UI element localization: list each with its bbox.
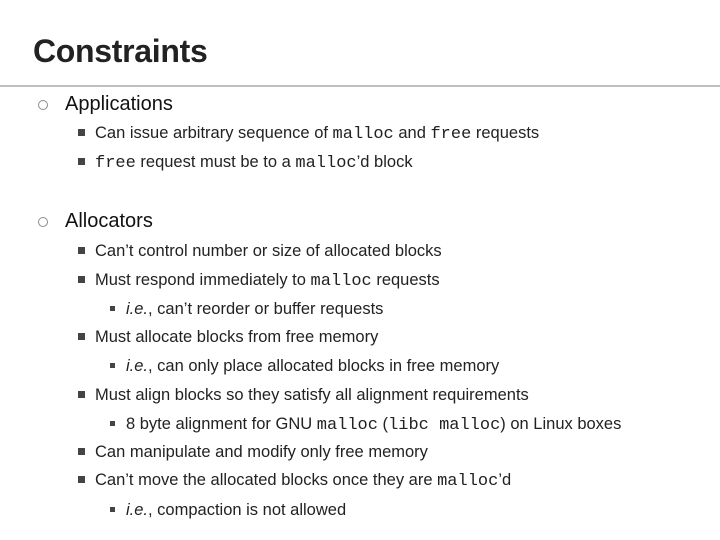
bullet-text: 8 byte alignment for GNU bbox=[126, 415, 317, 433]
square-bullet-icon bbox=[78, 247, 85, 254]
section-heading-label: Allocators bbox=[65, 210, 153, 232]
square-bullet-icon bbox=[110, 306, 115, 311]
section-heading-label: Applications bbox=[65, 93, 173, 115]
bullet-text: Can’t move the allocated blocks once they are bbox=[95, 471, 438, 489]
bullet-text: Must respond immediately to bbox=[95, 271, 311, 289]
square-bullet-icon bbox=[78, 158, 85, 165]
italic-text: i.e. bbox=[126, 357, 149, 375]
bullet-text: Must allocate blocks from free memory bbox=[95, 328, 379, 346]
bullet-text: ( bbox=[377, 415, 389, 433]
code-keyword: malloc bbox=[332, 125, 394, 144]
square-bullet-icon bbox=[78, 129, 85, 136]
code-keyword: libc malloc bbox=[388, 416, 501, 435]
bullet-text: requests bbox=[371, 271, 440, 289]
square-bullet-icon bbox=[78, 276, 85, 283]
title-divider bbox=[0, 85, 720, 87]
sub-bullet-item bbox=[110, 415, 621, 435]
bullet-text: Must align blocks so they satisfy all alignment requirements bbox=[95, 386, 529, 404]
bullet-item bbox=[78, 443, 428, 462]
sub-bullet-item bbox=[110, 501, 346, 520]
square-bullet-icon bbox=[110, 507, 115, 512]
bullet-text: request must be to a bbox=[135, 153, 296, 171]
bullet-item bbox=[78, 328, 378, 347]
bullet-item bbox=[78, 271, 440, 291]
code-keyword: free bbox=[430, 125, 472, 144]
square-bullet-icon bbox=[78, 391, 85, 398]
bullet-text: , can’t reorder or buffer requests bbox=[148, 300, 384, 318]
code-keyword: malloc bbox=[316, 416, 378, 435]
sub-bullet-item bbox=[110, 357, 499, 376]
sub-bullet-item bbox=[110, 300, 383, 319]
bullet-item bbox=[78, 386, 529, 405]
bullet-text: ) on Linux boxes bbox=[500, 415, 622, 433]
bullet-text: requests bbox=[471, 124, 540, 142]
hollow-circle-bullet-icon bbox=[38, 217, 48, 227]
bullet-text: and bbox=[393, 124, 431, 142]
bullet-item bbox=[78, 124, 539, 144]
bullet-text: Can manipulate and modify only free memory bbox=[95, 443, 428, 461]
code-keyword: malloc bbox=[310, 272, 372, 291]
bullet-text: , compaction is not allowed bbox=[148, 501, 347, 519]
bullet-text: , can only place allocated blocks in free memory bbox=[148, 357, 500, 375]
code-keyword: malloc bbox=[437, 472, 499, 491]
bullet-item bbox=[78, 471, 511, 491]
italic-text: i.e. bbox=[126, 501, 149, 519]
hollow-circle-bullet-icon bbox=[38, 100, 48, 110]
square-bullet-icon bbox=[78, 333, 85, 340]
bullet-item bbox=[78, 153, 413, 173]
square-bullet-icon bbox=[110, 363, 115, 368]
square-bullet-icon bbox=[110, 421, 115, 426]
square-bullet-icon bbox=[78, 476, 85, 483]
bullet-text: Can’t control number or size of allocated blocks bbox=[95, 242, 442, 260]
bullet-text: ’d bbox=[498, 471, 512, 489]
italic-text: i.e. bbox=[126, 300, 149, 318]
slide-title: Constraints bbox=[33, 33, 208, 69]
bullet-text: Can issue arbitrary sequence of bbox=[95, 124, 333, 142]
bullet-text: ’d block bbox=[356, 153, 413, 171]
square-bullet-icon bbox=[78, 448, 85, 455]
code-keyword: malloc bbox=[295, 154, 357, 173]
bullet-item bbox=[78, 242, 442, 261]
code-keyword: free bbox=[95, 154, 136, 173]
